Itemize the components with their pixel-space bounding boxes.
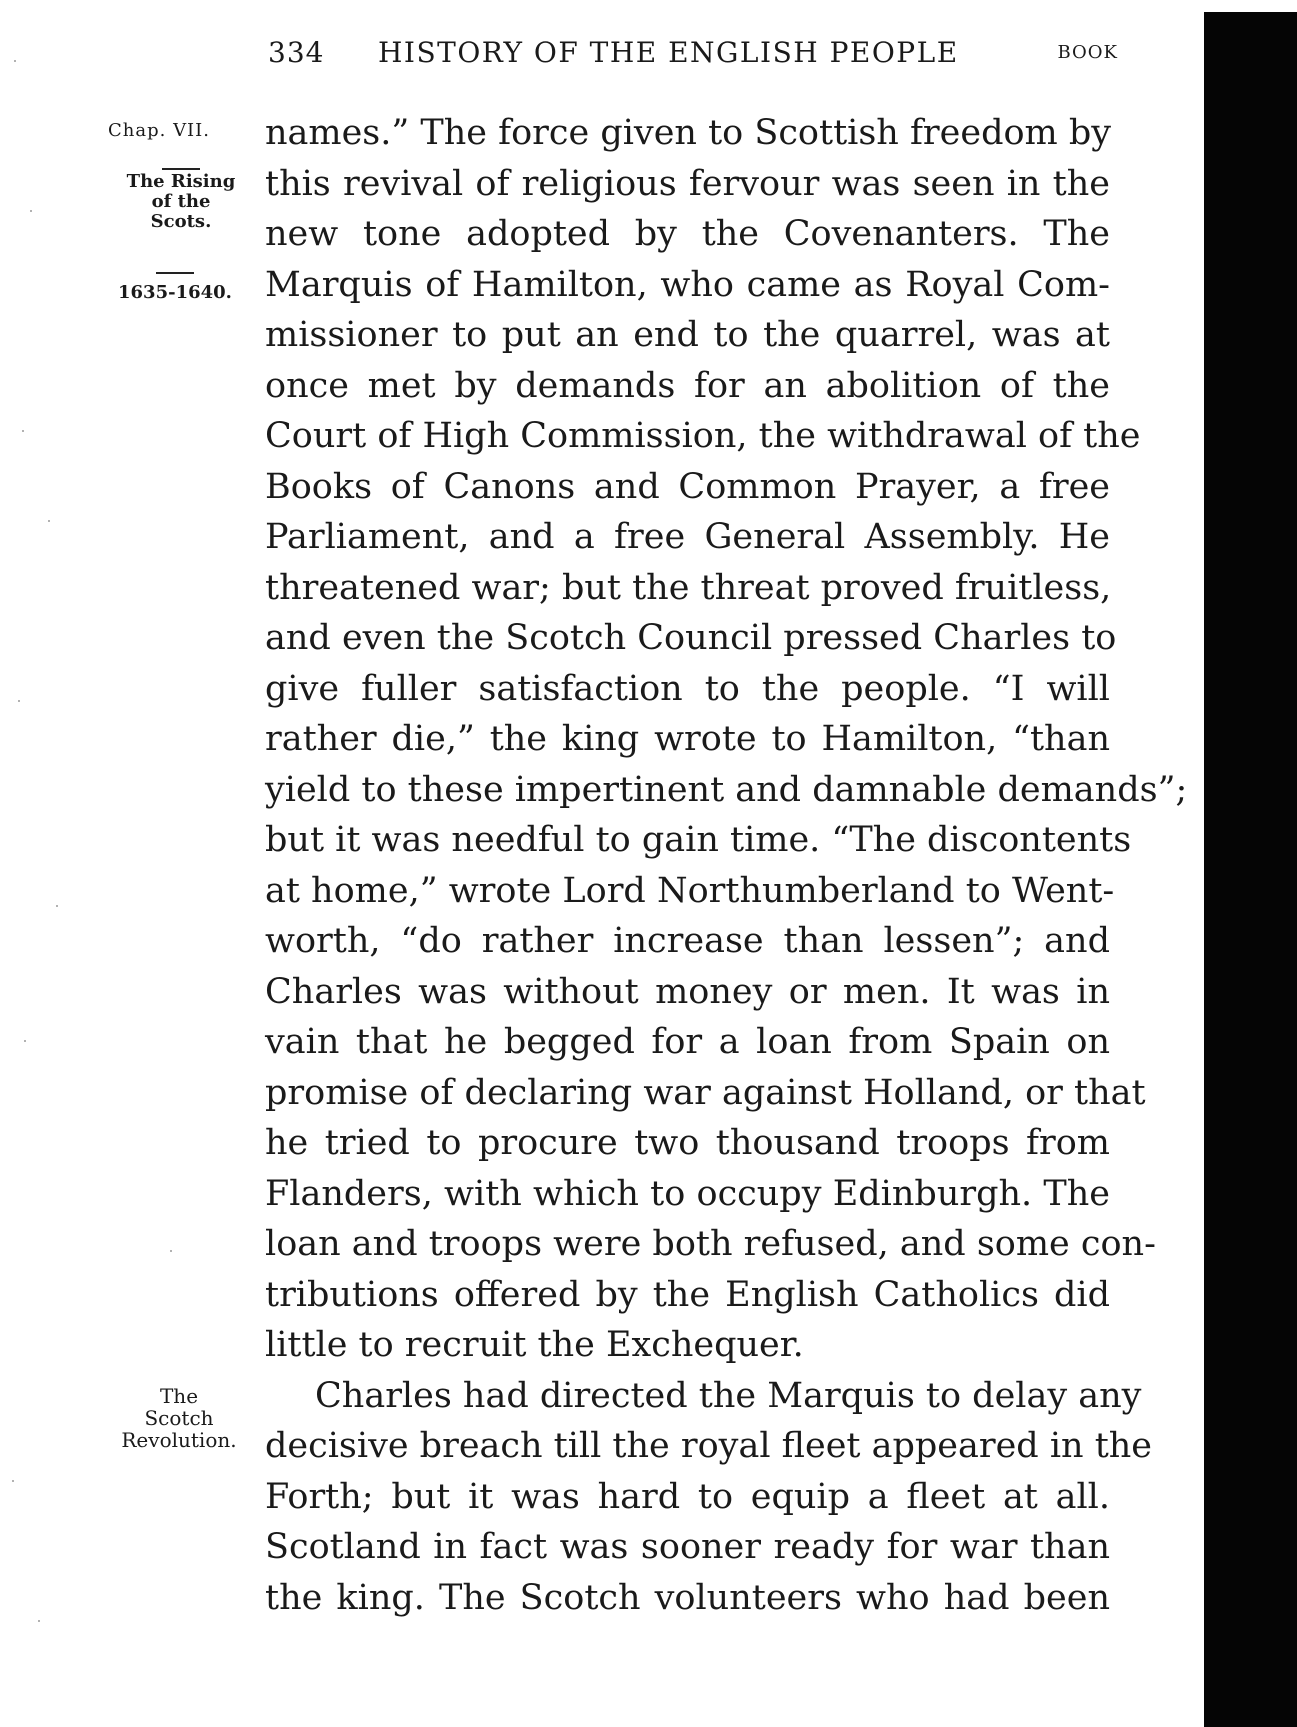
text-line: Forth; but it was hard to equip a fleet at all. [265, 1476, 1110, 1517]
scan-speckle [56, 905, 58, 907]
text-line: rather die,” the king wrote to Hamilton, “than [265, 719, 1110, 759]
text-line: Court of High Commission, the withdrawal of the [265, 416, 1141, 456]
text-line: promise of declaring war against Holland, or that [265, 1072, 1146, 1113]
text-line: Scotland in fact was sooner ready for war than [265, 1527, 1110, 1567]
text-line: he tried to procure two thousand troops from [265, 1123, 1110, 1163]
text-line: Parliament, and a free General Assembly. He [265, 517, 1110, 557]
text-line: but it was needful to gain time. “The discontents [265, 820, 1132, 860]
running-title: HISTORY OF THE ENGLISH PEOPLE [378, 36, 959, 69]
scan-speckle [12, 1480, 14, 1482]
scan-edge-shadow [1204, 12, 1297, 1727]
side-note-rising [110, 168, 252, 232]
date-range: 1635-1640. [118, 282, 232, 303]
text-line: the king. The Scotch volunteers who had been [265, 1577, 1110, 1618]
text-line: once met by demands for an abolition of the [265, 365, 1110, 406]
text-line: this revival of religious fervour was seen in the [265, 163, 1110, 204]
scan-speckle [22, 430, 24, 432]
body-text [265, 108, 1188, 1623]
scan-speckle [170, 1250, 172, 1252]
side-note-revolution [104, 1385, 254, 1451]
side-note-line: Scotch [144, 1406, 214, 1430]
text-line: Charles had directed the Marquis to delay any [315, 1375, 1142, 1416]
side-note-line: Revolution. [121, 1428, 237, 1452]
page-number: 334 [268, 36, 325, 69]
scan-speckle [18, 700, 20, 702]
side-note-line: Scots. [150, 211, 212, 232]
book-label: BOOK [1057, 42, 1118, 63]
text-line: at home,” wrote Lord Northumberland to Went- [265, 870, 1115, 911]
scan-speckle [48, 520, 50, 522]
text-line: names.” The force given to Scottish freedom by [265, 113, 1112, 153]
text-line: tributions offered by the English Catholics did [265, 1274, 1110, 1315]
scan-speckle [38, 1620, 40, 1622]
text-line: missioner to put an end to the quarrel, was at [265, 315, 1110, 355]
text-line: loan and troops were both refused, and some con- [265, 1224, 1156, 1264]
scan-speckle [14, 60, 16, 62]
date-range-note [118, 272, 232, 303]
page-header [268, 28, 1118, 78]
side-note-rule [162, 168, 200, 170]
text-line: threatened war; but the threat proved fruitless, [265, 567, 1112, 608]
text-line: Marquis of Hamilton, who came as Royal Com- [265, 264, 1110, 305]
text-line: give fuller satisfaction to the people. “I will [265, 668, 1110, 709]
text-line: and even the Scotch Council pressed Charles to [265, 618, 1117, 658]
text-line: Flanders, with which to occupy Edinburgh. The [265, 1173, 1110, 1214]
text-line: yield to these impertinent and damnable demands”; [265, 769, 1188, 810]
text-line: Books of Canons and Common Prayer, a free [265, 466, 1110, 507]
text-line: Charles was without money or men. It was in [265, 971, 1110, 1012]
side-note-line: The [159, 1384, 199, 1408]
scan-speckle [24, 1040, 26, 1042]
chapter-marker: Chap. VII. [108, 120, 211, 141]
text-line: decisive breach till the royal fleet appeared in the [265, 1426, 1153, 1466]
side-note-line: The Rising [126, 171, 236, 192]
text-line: vain that he begged for a loan from Spain on [265, 1022, 1110, 1062]
date-rule [156, 272, 194, 274]
side-note-line: of the [151, 191, 211, 212]
scan-speckle [30, 210, 32, 212]
text-line: worth, “do rather increase than lessen”; and [265, 921, 1110, 961]
text-line: little to recruit the Exchequer. [265, 1325, 804, 1365]
text-line: new tone adopted by the Covenanters. The [265, 214, 1110, 254]
